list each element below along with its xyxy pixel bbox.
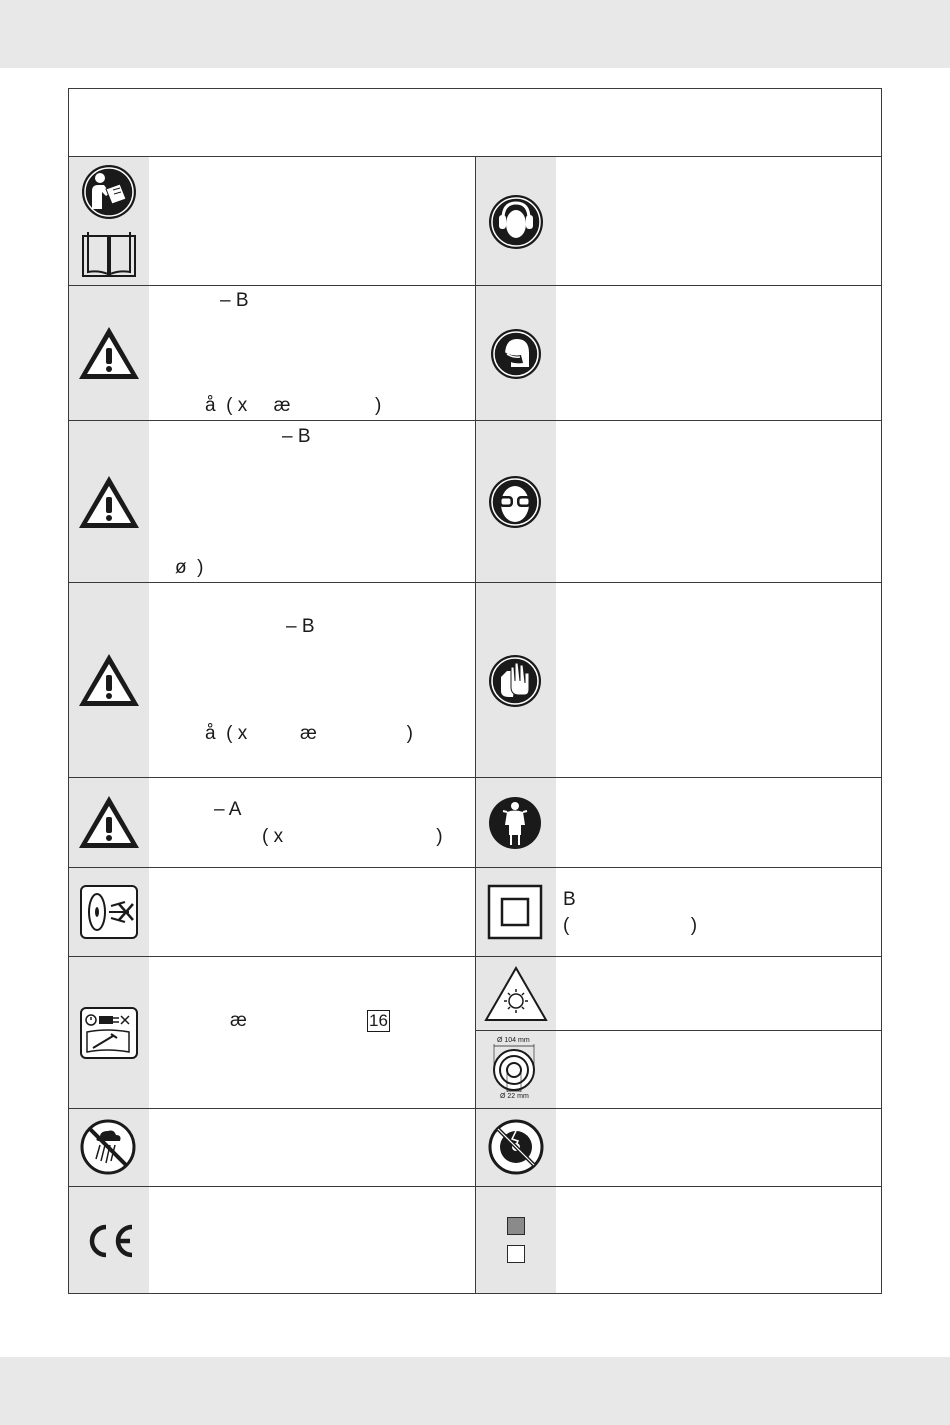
row6-right-line1: B [563, 889, 576, 910]
sparks-warning-icon [484, 965, 548, 1023]
top-band [0, 0, 950, 68]
row2-left-line1: – B [220, 290, 249, 311]
swatch-filled-icon [507, 1217, 525, 1235]
row-rule-1 [68, 285, 882, 286]
protective-gloves-icon [487, 653, 543, 709]
eye-protection-icon [487, 474, 543, 530]
row-rule-2 [68, 420, 882, 421]
row2-left-line2: å ( x æ ) [205, 395, 382, 416]
ear-protection-icon [487, 193, 545, 251]
swatch-empty-icon [507, 1245, 525, 1263]
row4-left-line2: å ( x æ ) [205, 723, 413, 744]
disc-inner-diameter-label: Ø 22 mm [500, 1093, 529, 1100]
row5-left-line2: ( x ) [262, 826, 443, 847]
row4-left-line1: – B [286, 616, 315, 637]
row-rule-4 [68, 777, 882, 778]
unplug-before-maintenance-icon [79, 1006, 139, 1060]
row5-left-line1: – A [214, 799, 242, 820]
disc-outer-diameter-label: Ø 104 mm [497, 1037, 530, 1044]
row-rule-7 [68, 1108, 882, 1109]
row7-left-text: æ [230, 1010, 247, 1031]
row3-left-line1: – B [282, 426, 311, 447]
row7-left-ref: 16 [369, 1011, 388, 1030]
open-book-icon [80, 230, 138, 280]
row-rule-7a [475, 1030, 882, 1031]
warning-triangle-icon [76, 651, 142, 709]
ce-mark-icon [82, 1221, 136, 1261]
table-center-divider [475, 156, 476, 1294]
disc-flying-fragments-icon [79, 884, 139, 940]
bottom-band [0, 1357, 950, 1425]
row-rule-8 [68, 1186, 882, 1187]
warning-triangle-icon [76, 324, 142, 382]
row-rule-5 [68, 867, 882, 868]
protective-apron-icon [487, 795, 543, 851]
read-manual-icon [80, 163, 138, 221]
warning-triangle-icon [76, 793, 142, 851]
no-damaged-disc-icon [488, 1119, 544, 1175]
row-rule-header [68, 156, 882, 157]
row-rule-6 [68, 956, 882, 957]
row-rule-3 [68, 582, 882, 583]
dust-mask-icon [489, 327, 543, 381]
row3-left-line2: ø ) [175, 557, 204, 578]
no-rain-icon [80, 1119, 136, 1175]
warning-triangle-icon [76, 473, 142, 531]
row6-right-line2: ( ) [563, 915, 698, 936]
protection-class-ii-icon [487, 884, 545, 940]
